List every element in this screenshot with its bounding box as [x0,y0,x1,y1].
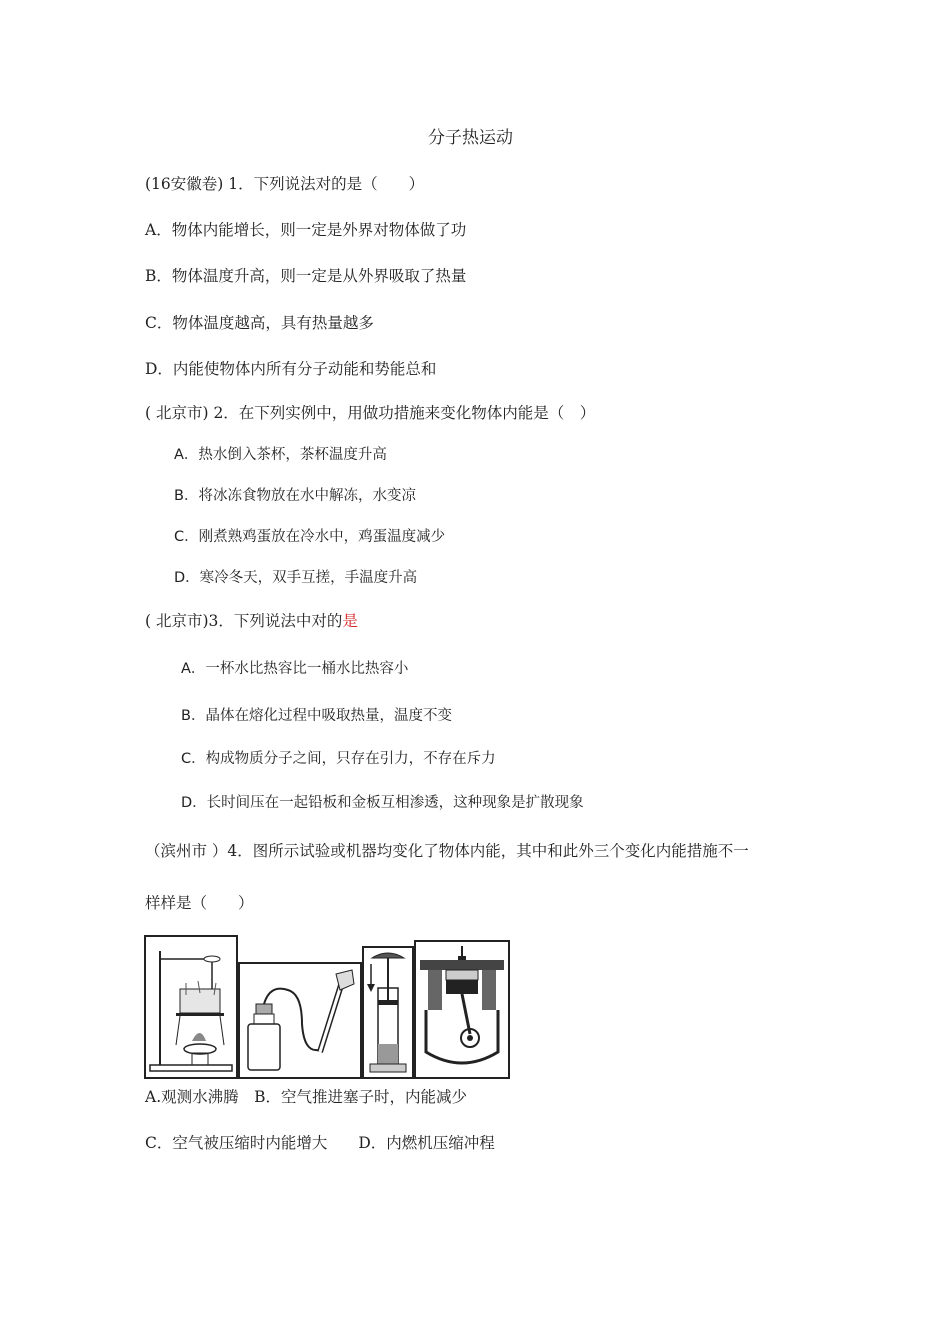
figure-air-pushes-stopper [238,962,362,1079]
q4-stem-line1: （滨州市 ）4．图所示试验或机器均变化了物体内能，其中和此外三个变化内能措施不一 [145,842,749,860]
figure-air-compressed [362,946,414,1079]
q1-stem: (16安徽卷) 1．下列说法对的是（ ） [145,175,425,193]
q2-stem: ( 北京市) 2．在下列实例中，用做功措施来变化物体内能是（ ） [145,404,596,422]
figure-engine-compression [414,940,510,1079]
q4-caption-1: A.观测水沸腾 B．空气推进塞子时，内能减少 [145,1088,468,1106]
q4-caption-2: C．空气被压缩时内能增大 D．内燃机压缩冲程 [145,1134,495,1152]
q2-option-b: B．将冰冻食物放在水中解冻，水变凉 [174,488,416,504]
q3-option-d: D．长时间压在一起铅板和金板互相渗透，这种现象是扩散现象 [181,795,584,811]
q2-option-d: D．寒冷冬天，双手互搓，手温度升高 [174,570,418,586]
q1-option-d: D．内能使物体内所有分子动能和势能总和 [145,360,437,378]
q3-option-b: B．晶体在熔化过程中吸取热量，温度不变 [181,708,452,724]
q3-option-c: C．构成物质分子之间，只存在引力，不存在斥力 [181,751,496,767]
q1-option-b: B．物体温度升高，则一定是从外界吸取了热量 [145,267,467,285]
q2-option-a: A．热水倒入茶杯，茶杯温度升高 [174,447,387,463]
q3-stem-text: ( 北京市)3．下列说法中对的 [145,612,343,630]
q3-stem [145,611,358,631]
q3-stem-red: 是 [342,612,358,630]
q4-stem-line2: 样样是（ ） [145,894,254,912]
figure-boiling-water [144,935,238,1079]
q2-option-c: C．刚煮熟鸡蛋放在冷水中，鸡蛋温度减少 [174,529,446,545]
page-title: 分子热运动 [428,128,513,148]
q3-option-a: A．一杯水比热容比一桶水比热容小 [181,661,409,677]
q1-option-a: A．物体内能增长，则一定是外界对物体做了功 [145,221,467,239]
q1-option-c: C．物体温度越高，具有热量越多 [145,314,374,332]
